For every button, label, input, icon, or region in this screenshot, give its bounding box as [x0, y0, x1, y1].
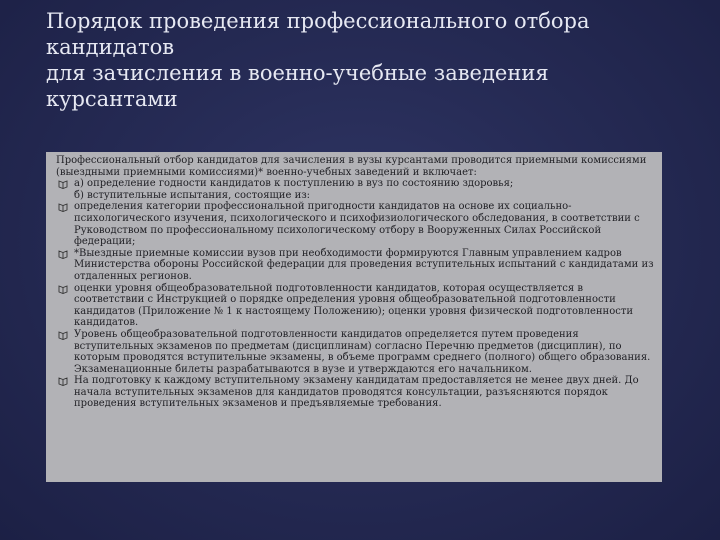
- item-text: На подготовку к каждому вступительному экзамену кандидатам предоставляется не менее двух дней. До начала вступительных экзаменов для кандидатов проводятся консультации, разъясняются порядок проведения вступительных экзаменов и предъявляемые требования.: [74, 375, 639, 410]
- item-text: определения категории профессиональной пригодности кандидатов на основе их социально-психологического изучения, психологического и психофизиологического обследования, в соответствии с Руководством по профессиональному психологическому отбору в Вооруженных Силах Российской федерации;: [74, 201, 640, 248]
- item-text: а) определение годности кандидатов к поступлению в вуз по состоянию здоровья;: [74, 178, 514, 190]
- item-text: Уровень общеобразовательной подготовленности кандидатов определяется путем проведения вступительных экзаменов по предметам (дисциплинам) согласно Перечню предметов (дисциплин), по которым проводятся вступительные экзамены, в объеме программ среднего (полного) общего образования. Экзаменационные билеты разрабатываются в вузе и утверждаются его начальником.: [74, 328, 651, 375]
- title-line: Порядок проведения профессионального отбора: [46, 9, 590, 33]
- title-line: курсантами: [46, 87, 178, 111]
- list-item: [56, 248, 654, 283]
- list-item: [56, 201, 654, 247]
- title-line: кандидатов: [46, 35, 175, 59]
- open-book-icon: [58, 376, 68, 386]
- open-book-icon: [58, 249, 68, 259]
- intro-paragraph: Профессиональный отбор кандидатов для зачисления в вузы курсантами проводится приемными комиссиями (выездными приемными комиссиями)* военно-учебных заведений и включает:: [56, 155, 647, 178]
- list-item: [56, 375, 654, 410]
- list-item: [56, 283, 654, 329]
- title-line: для зачисления в военно-учебные заведения: [46, 61, 549, 85]
- item-text: *Выездные приемные комиссии вузов при необходимости формируются Главным управлением кадров Министерства обороны Российской федерации для проведения вступительных испытаний с кандидатами из отдаленных регионов.: [74, 247, 654, 282]
- open-book-icon: [58, 202, 68, 212]
- content-box: [46, 152, 662, 482]
- list-item: [56, 178, 654, 201]
- open-book-icon: [58, 179, 68, 189]
- list-item: [56, 329, 654, 375]
- item-text: оценки уровня общеобразовательной подготовленности кандидатов, которая осуществляется в соответствии с Инструкцией о порядке определения уровня общеобразовательной подготовленности кандидатов (Приложение № 1 к настоящему Положению); оценки уровня физической подготовленности кандидатов.: [74, 282, 634, 329]
- open-book-icon: [58, 330, 68, 340]
- open-book-icon: [58, 284, 68, 294]
- bullet-list: [56, 178, 654, 410]
- item-subtext: б) вступительные испытания, состоящие из:: [74, 189, 311, 201]
- slide-title: [46, 8, 696, 112]
